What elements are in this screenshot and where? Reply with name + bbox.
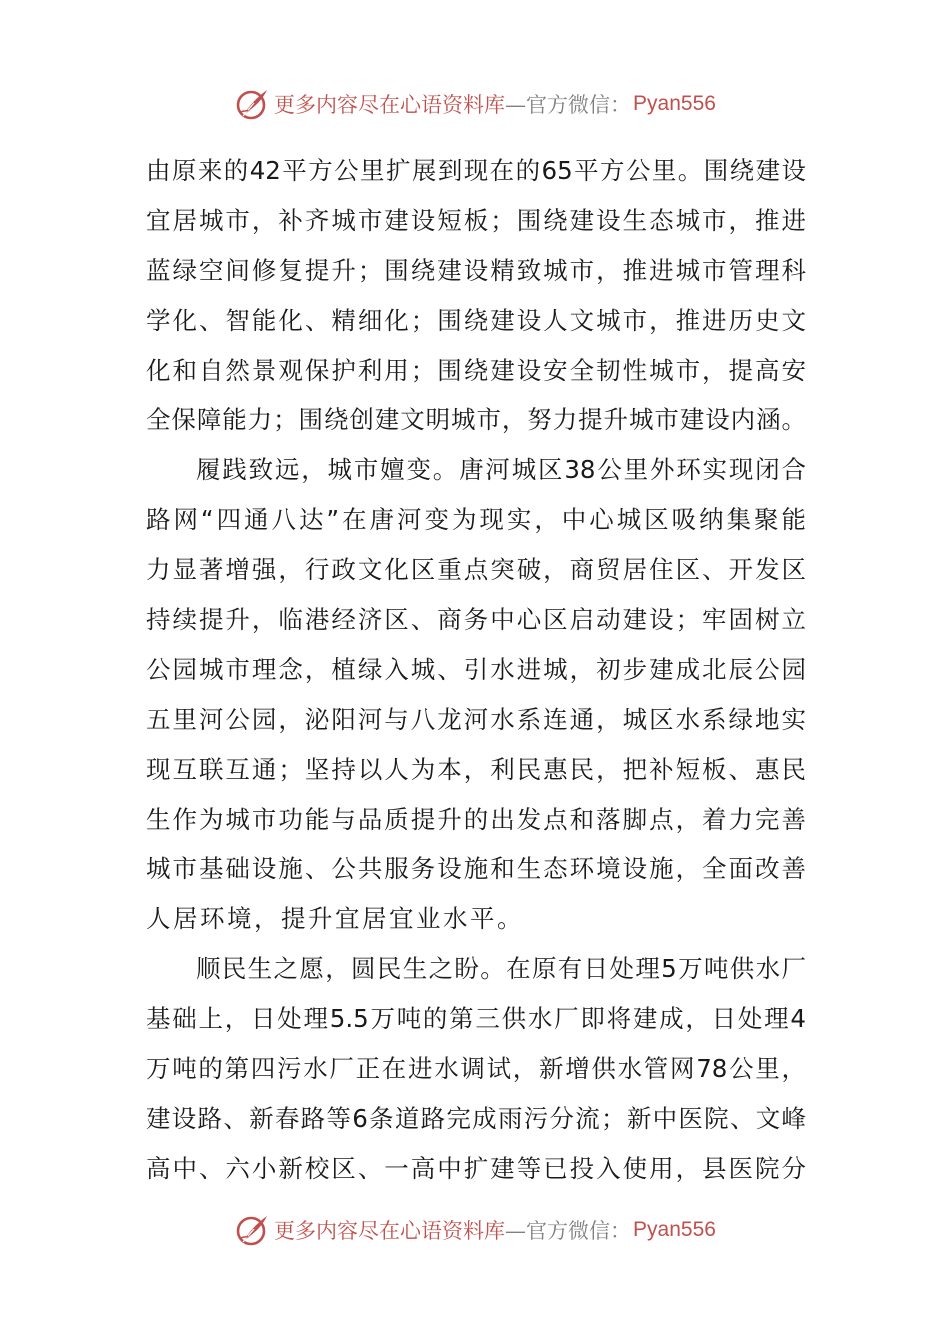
watermark-id-text: Pyan556 <box>633 1218 716 1241</box>
text-line: 全保障能力；围绕创建文明城市，努力提升城市建设内涵。 <box>146 405 806 435</box>
watermark-id-text: Pyan556 <box>633 92 716 115</box>
text-line: 基础上，日处理5.5万吨的第三供水厂即将建成，日处理4 <box>146 1004 806 1034</box>
paragraph-1 <box>146 146 806 445</box>
watermark-gray-text: —官方微信： <box>505 93 632 117</box>
text-line: 履践致远，城市嬗变。唐河城区38公里外环实现闭合 <box>196 455 806 485</box>
header-watermark <box>0 84 950 124</box>
text-line: 蓝绿空间修复提升；围绕建设精致城市，推进城市管理科 <box>146 255 806 285</box>
text-line: 现互联互通；坚持以人为本，利民惠民，把补短板、惠民 <box>146 754 806 784</box>
watermark-red-text: 更多内容尽在心语资料库 <box>274 93 506 117</box>
footer-watermark <box>0 1210 950 1250</box>
text-line: 学化、智能化、精细化；围绕建设人文城市，推进历史文 <box>146 305 806 335</box>
text-line: 顺民生之愿，圆民生之盼。在原有日处理5万吨供水厂 <box>196 954 806 984</box>
text-line: 五里河公园，泌阳河与八龙河水系连通，城区水系绿地实 <box>146 704 806 734</box>
quill-logo-icon <box>234 86 270 122</box>
text-line: 高中、六小新校区、一高中扩建等已投入使用，县医院分 <box>146 1153 806 1183</box>
text-line: 宜居城市，补齐城市建设短板；围绕建设生态城市，推进 <box>146 205 806 235</box>
text-line: 力显著增强，行政文化区重点突破，商贸居住区、开发区 <box>146 555 806 585</box>
text-line: 建设路、新春路等6条道路完成雨污分流；新中医院、文峰 <box>146 1103 806 1133</box>
text-line: 生作为城市功能与品质提升的出发点和落脚点，着力完善 <box>146 804 806 834</box>
watermark-red-text: 更多内容尽在心语资料库 <box>274 1219 506 1243</box>
text-line: 城市基础设施、公共服务设施和生态环境设施，全面改善 <box>146 854 806 884</box>
quill-logo-icon <box>234 1212 270 1248</box>
text-line: 化和自然景观保护利用；围绕建设安全韧性城市，提高安 <box>146 355 806 385</box>
paragraph-3 <box>146 944 806 1193</box>
text-line: 持续提升，临港经济区、商务中心区启动建设；牢固树立 <box>146 605 806 635</box>
text-line: 人居环境，提升宜居宜业水平。 <box>146 904 524 934</box>
watermark-gray-text: —官方微信： <box>505 1219 632 1243</box>
text-line: 由原来的42平方公里扩展到现在的65平方公里。围绕建设 <box>146 156 806 185</box>
text-line: 万吨的第四污水厂正在进水调试，新增供水管网78公里， <box>146 1054 806 1084</box>
text-line: 公园城市理念，植绿入城、引水进城，初步建成北辰公园 <box>146 654 806 684</box>
paragraph-2 <box>146 445 806 944</box>
text-line: 路网“四通八达”在唐河变为现实，中心城区吸纳集聚能 <box>146 505 806 535</box>
document-body <box>146 146 806 1194</box>
